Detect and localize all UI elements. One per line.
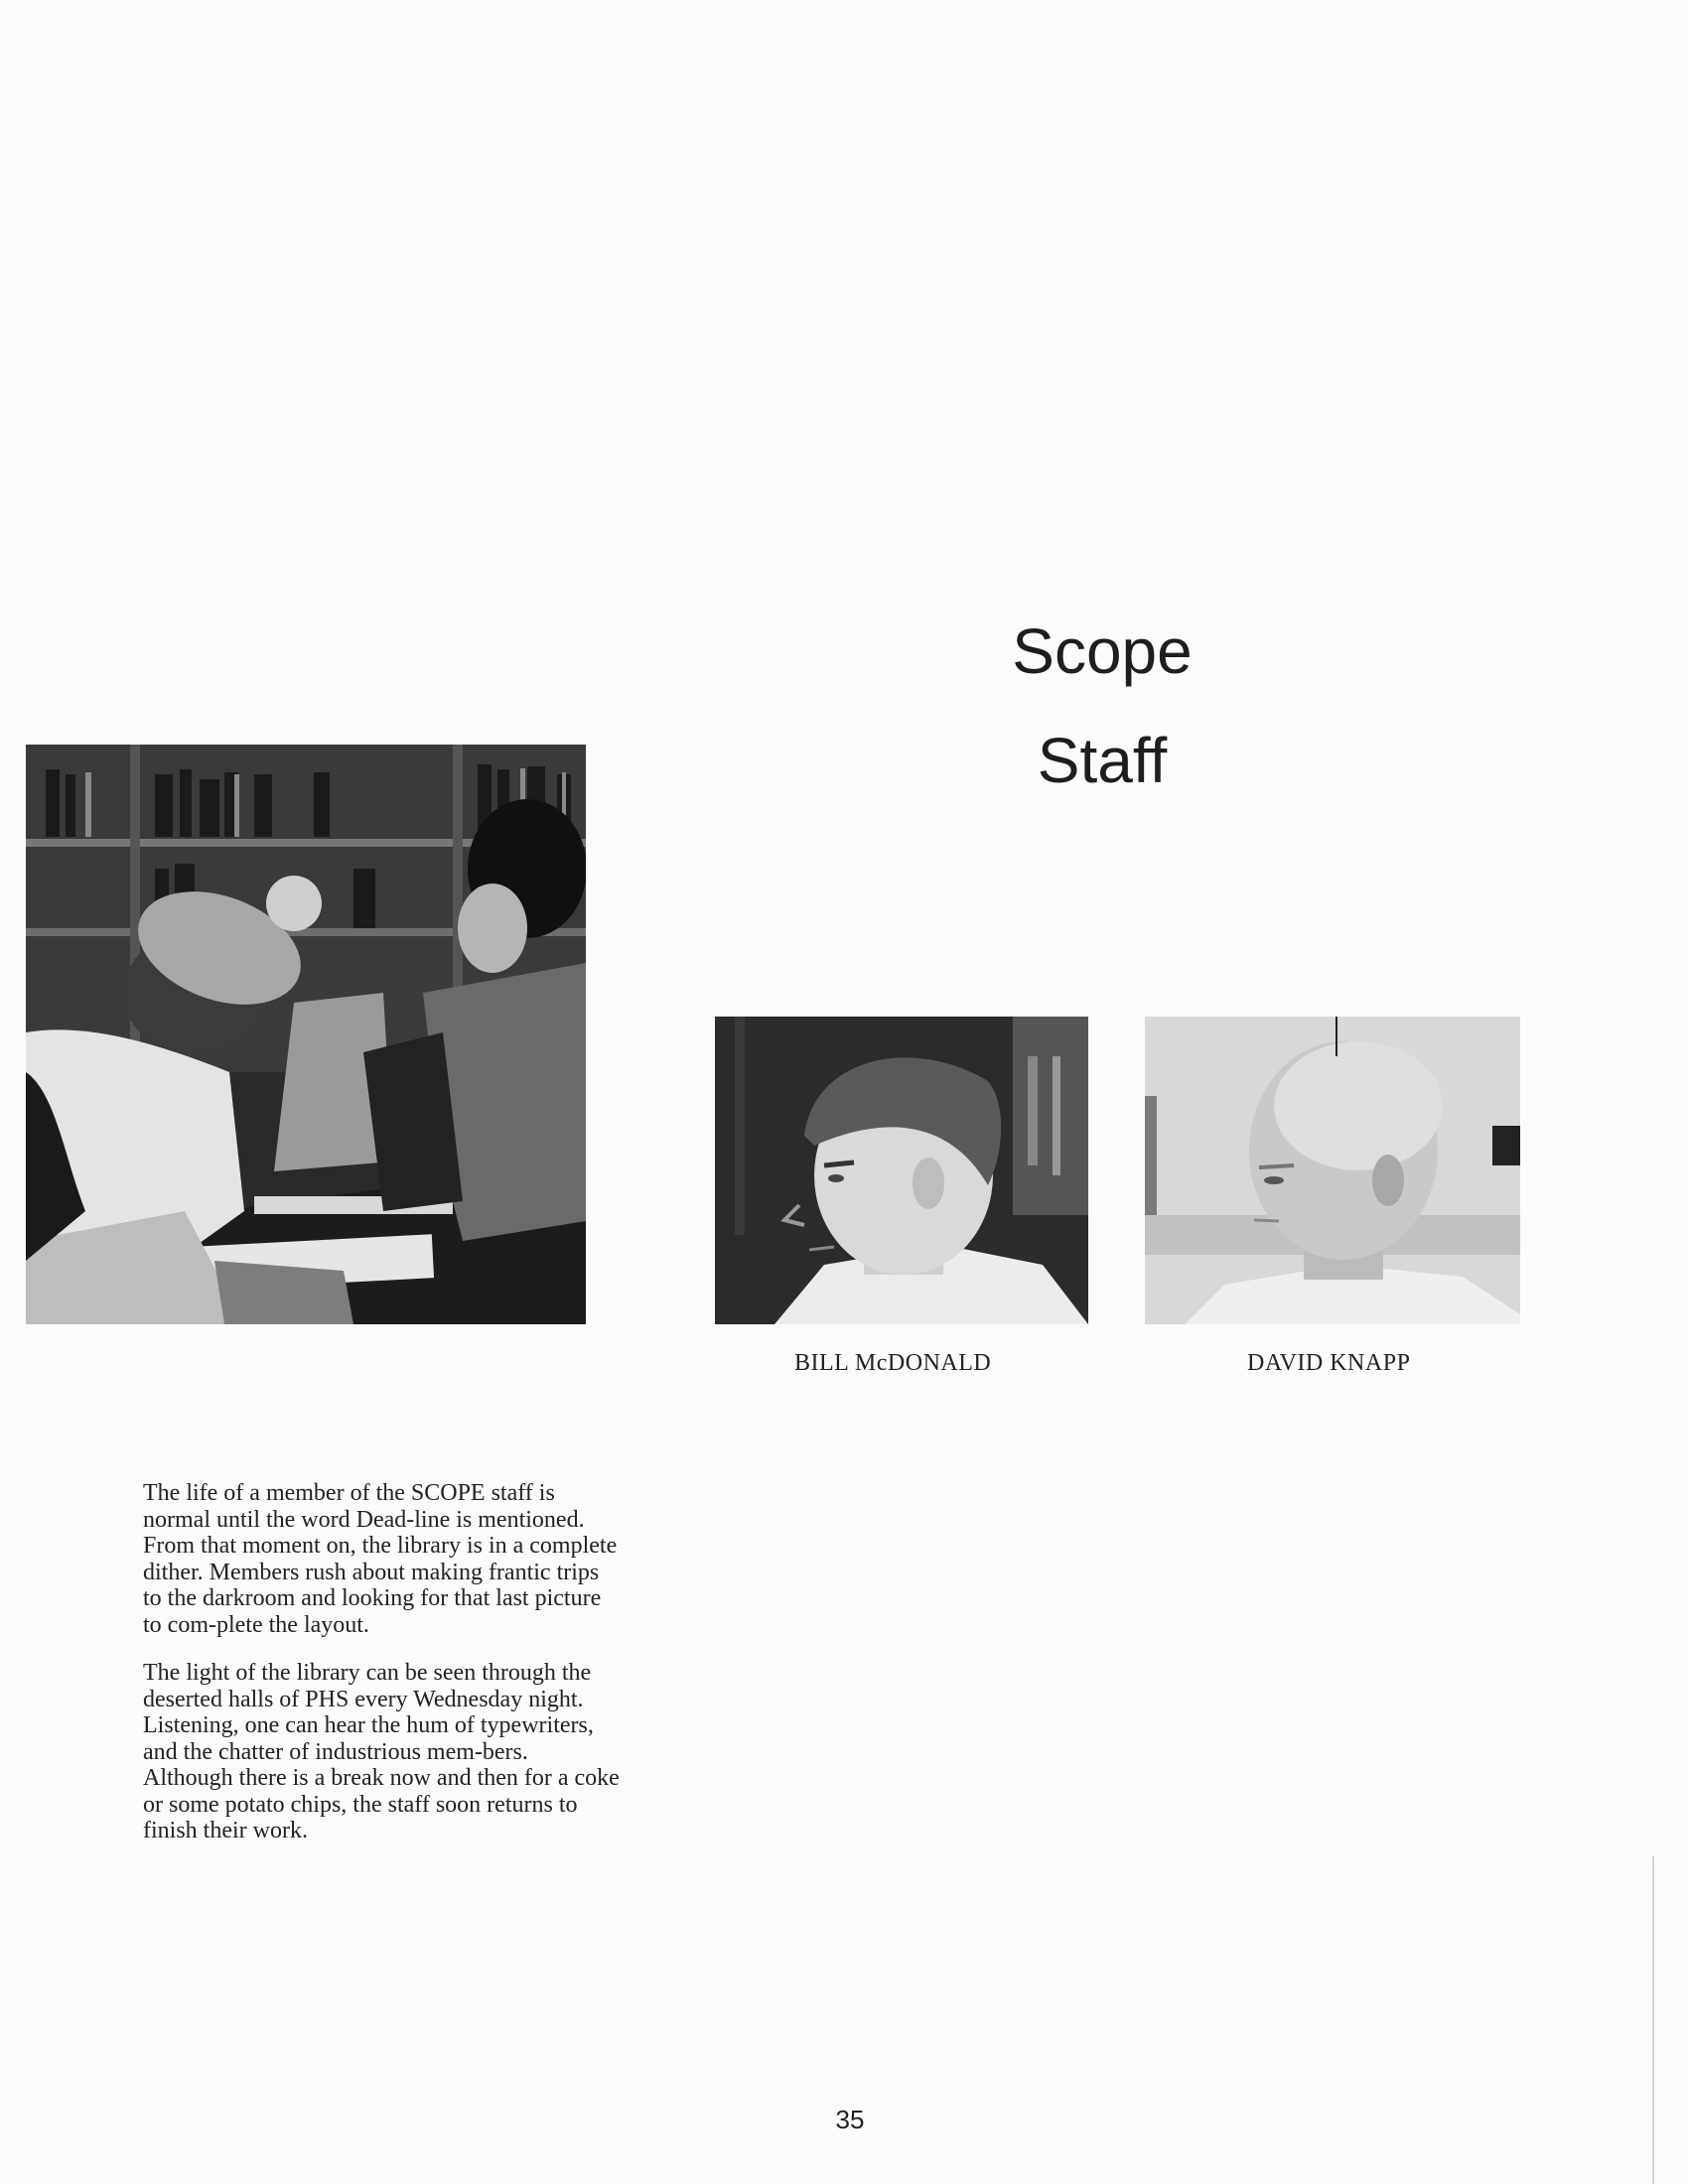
library-photo [26,745,586,1324]
caption-second-portrait: DAVID KNAPP [1247,1350,1411,1376]
caption-first-portrait: BILL McDONALD [794,1350,992,1376]
paragraph-2: The light of the library can be seen through the deserted halls of PHS every Wednesday night. Listening, one can hear the hum of typewriters, and the chatter of industrious mem-bers. Although there is a break now and then for a coke or some potato chips, the staff soon returns to finish their work. [143,1660,620,1843]
page-title-line-1: Scope [1012,615,1193,687]
library-scene-illustration [26,745,586,1324]
paragraph-1: The life of a member of the SCOPE staff is normal until the word Dead-line is mentioned. From that moment on, the library is in a complete dither. Members rush about making frantic trips to the darkroom and looking for that last picture to com-plete the layout. [143,1480,618,1638]
page-edge-divider [1652,1856,1654,2184]
page-title-line-2: Staff [1037,725,1168,796]
portrait-photo-1 [715,1017,1088,1324]
article-body [143,1480,620,1866]
portrait-illustration [1145,1017,1520,1324]
portrait-illustration [715,1017,1088,1324]
portrait-photo-2 [1145,1017,1520,1324]
page-number: 35 [835,2105,865,2134]
